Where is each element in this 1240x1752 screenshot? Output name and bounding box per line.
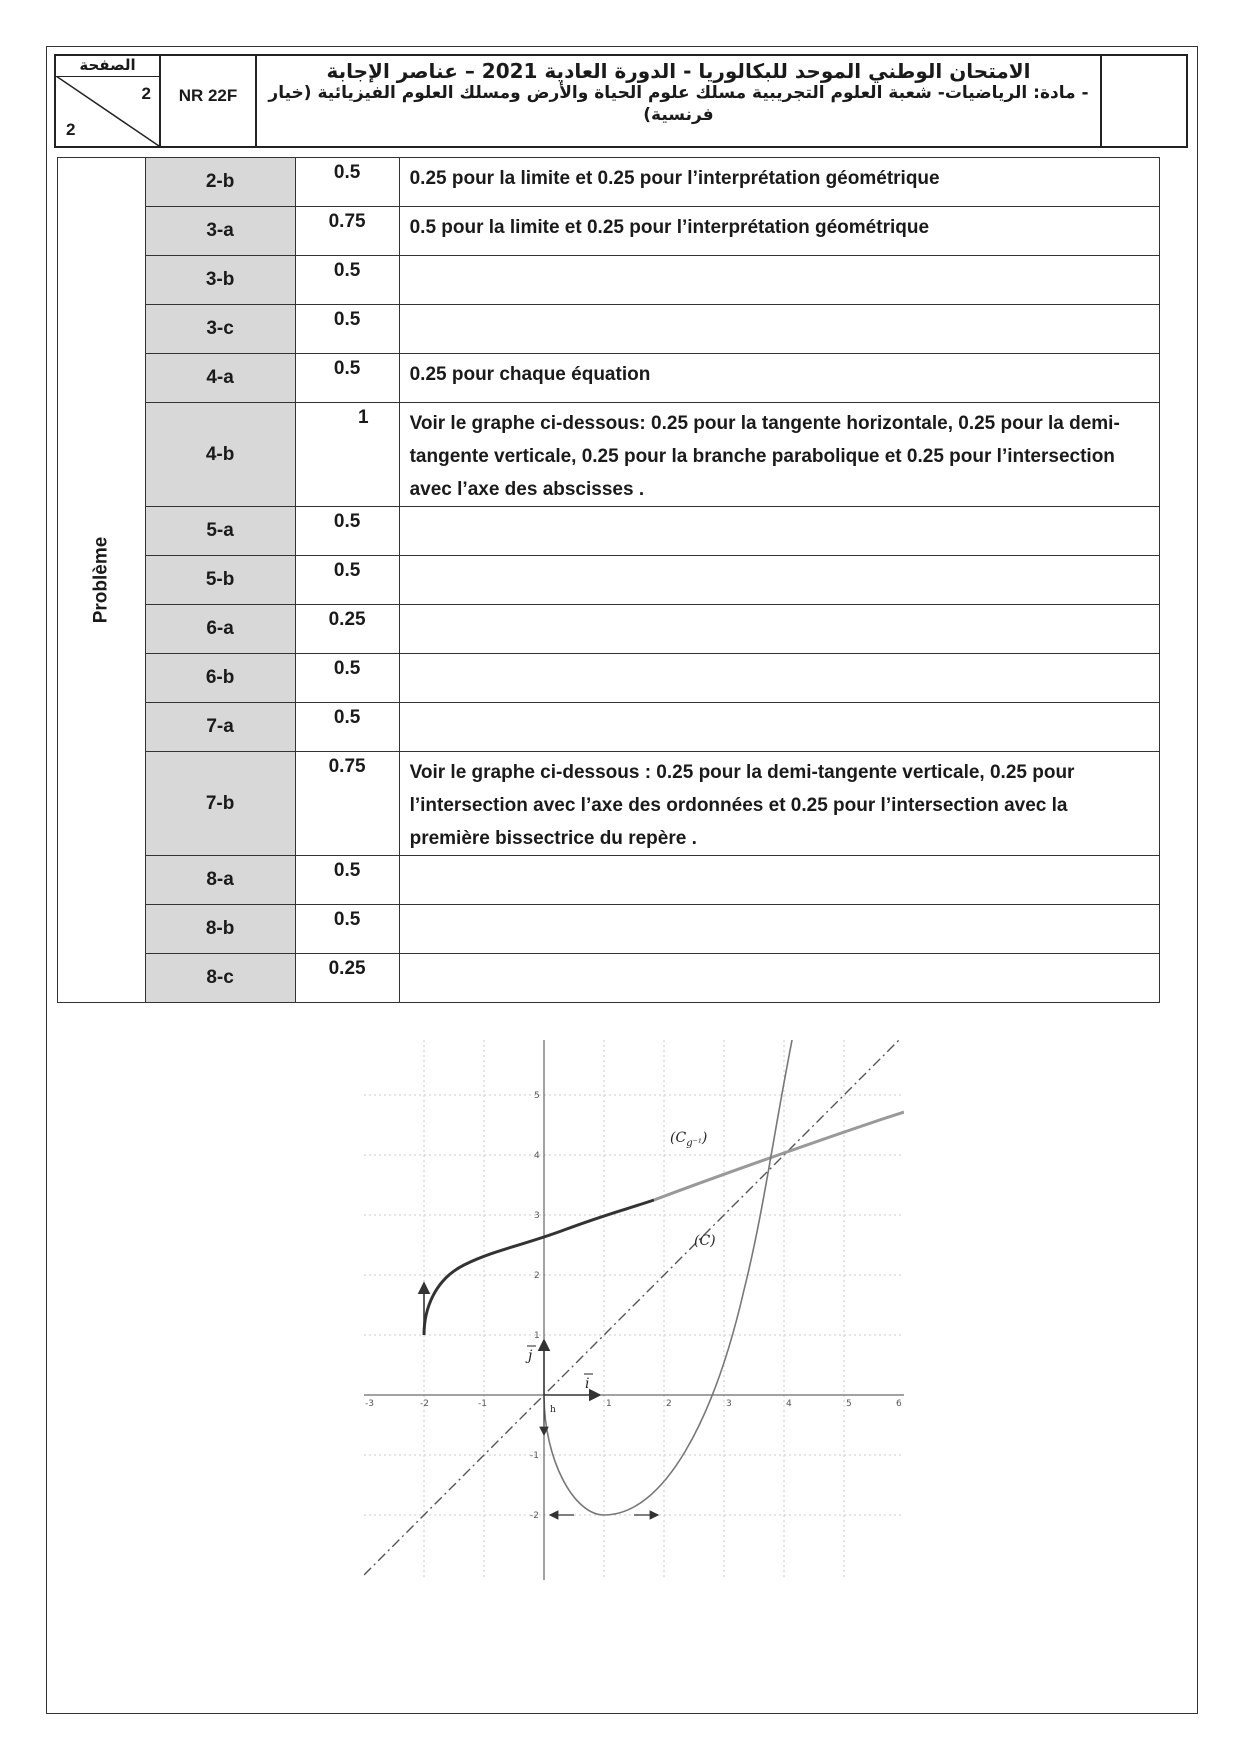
table-row — [58, 556, 1160, 605]
points-cell: 0.75 — [295, 207, 399, 256]
page-number: 2 — [141, 84, 151, 103]
vector-overline-marks — [527, 1346, 593, 1374]
x-tick-label: 1 — [606, 1399, 612, 1409]
y-tick-label: 1 — [534, 1331, 540, 1341]
vector-j-label: j — [528, 1348, 533, 1364]
points-cell: 0.5 — [295, 354, 399, 403]
points-cell: 0.5 — [295, 654, 399, 703]
table-row — [58, 305, 1160, 354]
page-label: الصفحة — [56, 56, 159, 77]
x-tick-label: 2 — [666, 1399, 672, 1409]
question-cell: 8-c — [145, 954, 295, 1003]
section-label: Problème — [90, 536, 112, 624]
h-label: h — [550, 1405, 556, 1415]
comment-cell — [399, 305, 1159, 354]
exam-title-line1: الامتحان الوطني الموحد للبكالوريا - الدورة العادية 2021 – عناصر الإجابة — [326, 59, 1031, 83]
curve-g-inverse-label: $(C_{g^{-1}})$ — [670, 1130, 708, 1149]
exam-title-line2: - مادة: الرياضيات- شعبة العلوم التجريبية مسلك علوم الحياة والأرض ومسلك العلوم الفيزيائية (خيار فرنسية) — [268, 83, 1089, 125]
graph-grid — [364, 1040, 904, 1580]
curve-g-inverse-light — [654, 1112, 904, 1200]
table-row — [58, 354, 1160, 403]
comment-cell — [399, 703, 1159, 752]
question-cell: 4-a — [145, 354, 295, 403]
points-cell: 0.5 — [295, 856, 399, 905]
exam-code: NR 22F — [161, 56, 257, 146]
question-cell: 5-a — [145, 507, 295, 556]
x-tick-label: 3 — [726, 1399, 732, 1409]
exam-title — [257, 56, 1102, 146]
comment-cell: 0.25 pour chaque équation — [399, 354, 1159, 403]
table-row — [58, 158, 1160, 207]
question-cell: 2-b — [145, 158, 295, 207]
x-tick-label: -2 — [420, 1399, 429, 1409]
points-cell: 0.5 — [295, 556, 399, 605]
points-cell: 0.5 — [295, 158, 399, 207]
section-cell — [58, 158, 146, 1003]
comment-cell — [399, 654, 1159, 703]
y-tick-label: -1 — [530, 1451, 539, 1461]
page-total: 2 — [66, 120, 76, 139]
question-cell: 6-b — [145, 654, 295, 703]
table-row — [58, 207, 1160, 256]
points-cell: 0.5 — [295, 305, 399, 354]
x-tick-label: 4 — [786, 1399, 792, 1409]
y-tick-label: -2 — [530, 1511, 539, 1521]
points-cell: 0.5 — [295, 256, 399, 305]
points-cell: 0.5 — [295, 905, 399, 954]
header-blank-cell — [1102, 56, 1186, 146]
y-tick-label: 5 — [534, 1091, 540, 1101]
question-cell: 7-b — [145, 752, 295, 856]
x-tick-label: 6 — [896, 1399, 902, 1409]
question-cell: 3-b — [145, 256, 295, 305]
points-cell: 0.5 — [295, 703, 399, 752]
points-cell: 0.25 — [295, 605, 399, 654]
curve-c-label: (C) — [694, 1233, 716, 1249]
comment-cell: 0.25 pour la limite et 0.25 pour l’interprétation géométrique — [399, 158, 1159, 207]
curve-c — [544, 1040, 794, 1515]
vector-i-label: i — [585, 1376, 590, 1392]
function-graph — [364, 1040, 904, 1580]
table-row — [58, 954, 1160, 1003]
exam-header — [54, 54, 1188, 148]
x-tick-label: -1 — [478, 1399, 487, 1409]
points-cell: 0.75 — [295, 752, 399, 856]
comment-cell — [399, 556, 1159, 605]
table-row — [58, 856, 1160, 905]
x-tick-label: 5 — [846, 1399, 852, 1409]
y-tick-label: 2 — [534, 1271, 540, 1281]
points-cell: 1 — [295, 403, 399, 507]
table-row — [58, 905, 1160, 954]
curve-g-inverse-label-base: (C — [670, 1130, 687, 1146]
points-cell: 0.25 — [295, 954, 399, 1003]
comment-cell — [399, 905, 1159, 954]
question-cell: 8-b — [145, 905, 295, 954]
comment-cell — [399, 256, 1159, 305]
table-row — [58, 507, 1160, 556]
comment-cell: Voir le graphe ci-dessous : 0.25 pour la demi-tangente verticale, 0.25 pour l’intersection avec l’axe des ordonnées et 0.25 pour l’intersection avec la première bissectrice du repère . — [399, 752, 1159, 856]
table-row — [58, 403, 1160, 507]
comment-cell: Voir le graphe ci-dessous: 0.25 pour la tangente horizontale, 0.25 pour la demi-tangente verticale, 0.25 pour la branche parabolique et 0.25 pour l’intersection avec l’axe des abscisses . — [399, 403, 1159, 507]
table-row — [58, 752, 1160, 856]
question-cell: 6-a — [145, 605, 295, 654]
comment-cell — [399, 954, 1159, 1003]
comment-cell — [399, 507, 1159, 556]
question-cell: 4-b — [145, 403, 295, 507]
question-cell: 8-a — [145, 856, 295, 905]
x-tick-label: -3 — [365, 1399, 374, 1409]
grading-table — [57, 157, 1160, 1003]
question-cell: 3-c — [145, 305, 295, 354]
points-cell: 0.5 — [295, 507, 399, 556]
table-row — [58, 605, 1160, 654]
y-tick-label: 3 — [534, 1211, 540, 1221]
page-number-cell — [56, 56, 161, 146]
curve-g-inverse-label-sub: g⁻¹ — [686, 1138, 702, 1149]
first-bisector-line — [364, 1040, 904, 1575]
comment-cell — [399, 856, 1159, 905]
question-cell: 5-b — [145, 556, 295, 605]
y-tick-label: 4 — [534, 1151, 540, 1161]
comment-cell: 0.5 pour la limite et 0.25 pour l’interprétation géométrique — [399, 207, 1159, 256]
table-row — [58, 703, 1160, 752]
table-row — [58, 654, 1160, 703]
question-cell: 7-a — [145, 703, 295, 752]
table-row — [58, 256, 1160, 305]
comment-cell — [399, 605, 1159, 654]
question-cell: 3-a — [145, 207, 295, 256]
